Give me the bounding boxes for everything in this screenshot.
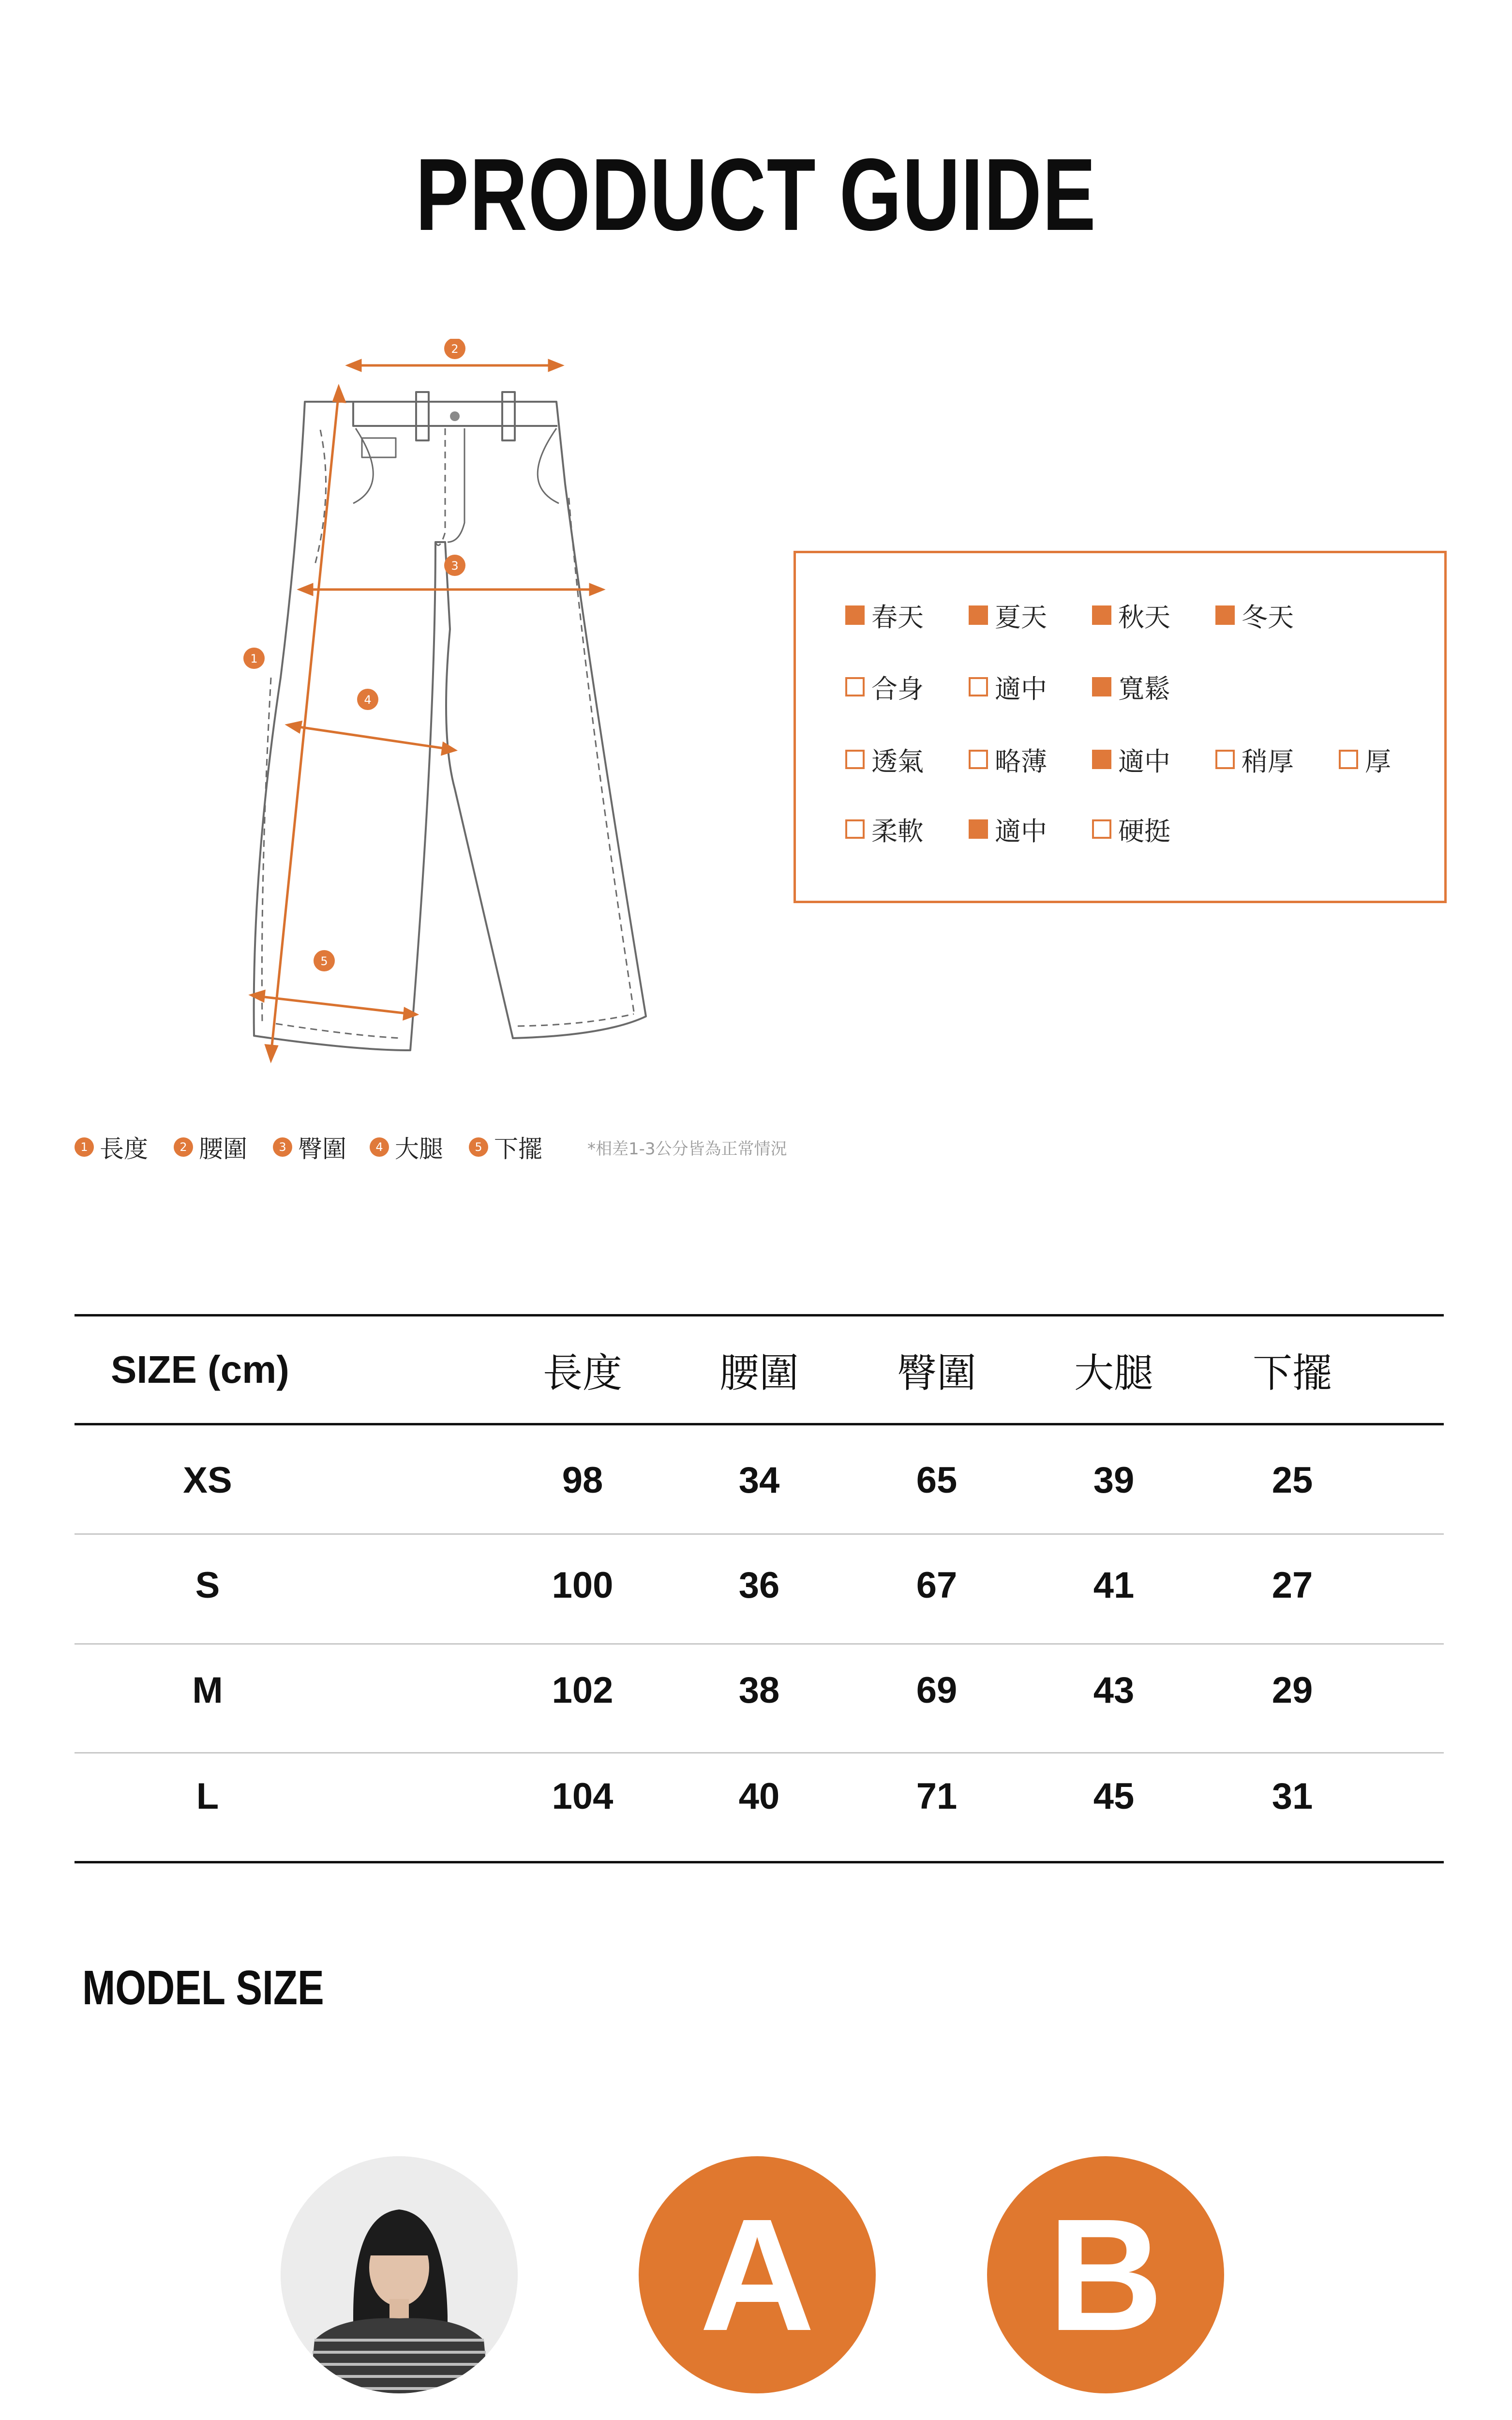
table-cell: 36 <box>738 1564 780 1606</box>
column-header: 下擺 <box>1252 1350 1332 1396</box>
table-cell: 34 <box>738 1459 780 1501</box>
model-photo-icon <box>281 2156 518 2393</box>
table-cell: 39 <box>1093 1459 1135 1501</box>
feature-label: 寬鬆 <box>1118 673 1170 704</box>
table-cell: 69 <box>916 1669 958 1711</box>
checkbox-icon <box>1092 750 1111 769</box>
table-cell: 102 <box>552 1669 614 1711</box>
checkbox-icon <box>1092 819 1111 839</box>
measurement-legend <box>75 1128 849 1166</box>
table-cell: 71 <box>916 1775 958 1817</box>
size-label: M <box>192 1669 223 1711</box>
table-cell: 100 <box>552 1564 614 1606</box>
legend-label: 腰圍 <box>199 1135 247 1163</box>
table-cell: 40 <box>738 1775 780 1817</box>
marker-3: 3 <box>451 559 459 573</box>
legend-label: 臀圍 <box>298 1135 346 1163</box>
table-cell: 65 <box>916 1459 958 1501</box>
feature-label: 略薄 <box>995 746 1047 777</box>
feature-item <box>845 667 924 706</box>
checkbox-icon <box>969 677 988 696</box>
number-badge-icon: 3 <box>273 1137 292 1157</box>
legend-label: 長度 <box>100 1135 148 1163</box>
table-cell: 43 <box>1093 1669 1135 1711</box>
table-cell: 25 <box>1272 1459 1313 1501</box>
size-header: SIZE (cm) <box>111 1348 289 1391</box>
tolerance-note: *相差1-3公分皆為正常情況 <box>587 1139 787 1159</box>
pants-diagram <box>208 339 668 1065</box>
checkbox-icon <box>1339 750 1358 769</box>
column-header: 長度 <box>542 1350 622 1396</box>
number-badge-icon: 2 <box>174 1137 193 1157</box>
number-badge-icon: 5 <box>469 1137 488 1157</box>
feature-item <box>969 596 1047 635</box>
table-rule <box>75 1861 1444 1863</box>
feature-label: 適中 <box>995 673 1047 704</box>
feature-item <box>1215 740 1294 779</box>
model-avatar <box>281 2156 518 2393</box>
checkbox-icon <box>1215 750 1235 769</box>
feature-item <box>1092 667 1170 706</box>
model-avatar <box>639 2156 876 2393</box>
legend-item <box>273 1128 346 1166</box>
feature-item <box>1092 740 1170 779</box>
model-avatar <box>987 2156 1224 2393</box>
checkbox-icon <box>969 819 988 839</box>
model-card <box>936 2156 1275 2420</box>
marker-5: 5 <box>320 954 328 968</box>
table-rule <box>75 1423 1444 1425</box>
marker-2: 2 <box>451 342 459 356</box>
table-cell: 45 <box>1093 1775 1135 1817</box>
legend-item <box>174 1128 247 1166</box>
diagram-markers <box>243 339 465 971</box>
size-table <box>75 1314 1444 1865</box>
marker-1: 1 <box>250 652 258 666</box>
feature-box <box>793 551 1447 903</box>
column-header: 臀圍 <box>897 1350 976 1396</box>
table-cell: 31 <box>1272 1775 1313 1817</box>
feature-label: 厚 <box>1365 746 1391 777</box>
page-title: PRODUCT GUIDE <box>415 137 1097 252</box>
table-cell: 29 <box>1272 1669 1313 1711</box>
table-cell: 38 <box>738 1669 780 1711</box>
feature-label: 秋天 <box>1118 602 1170 633</box>
column-header: 大腿 <box>1074 1350 1153 1396</box>
avatar-letter: A <box>699 2185 815 2364</box>
feature-item <box>845 810 924 848</box>
feature-item <box>1215 596 1294 635</box>
legend-label: 大腿 <box>395 1135 443 1163</box>
feature-label: 柔軟 <box>871 816 924 847</box>
model-size-heading: MODEL SIZE <box>82 1961 324 2015</box>
model-card <box>230 2156 569 2420</box>
feature-label: 透氣 <box>871 746 924 777</box>
feature-item <box>845 740 924 779</box>
feature-label: 適中 <box>1118 746 1170 777</box>
feature-item <box>1092 596 1170 635</box>
legend-item <box>370 1128 443 1166</box>
table-cell: 41 <box>1093 1564 1135 1606</box>
number-badge-icon: 4 <box>370 1137 389 1157</box>
table-cell: 27 <box>1272 1564 1313 1606</box>
feature-item <box>969 810 1047 848</box>
legend-item <box>469 1128 542 1166</box>
feature-label: 合身 <box>871 673 924 704</box>
legend-item <box>75 1128 148 1166</box>
feature-label: 春天 <box>871 602 924 633</box>
checkbox-icon <box>845 819 865 839</box>
feature-label: 適中 <box>995 816 1047 847</box>
legend-label: 下擺 <box>494 1135 542 1163</box>
feature-label: 冬天 <box>1242 602 1294 633</box>
feature-item <box>1092 810 1170 848</box>
feature-label: 夏天 <box>995 602 1047 633</box>
checkbox-icon <box>845 605 865 625</box>
feature-item <box>845 596 924 635</box>
feature-label: 稍厚 <box>1242 746 1294 777</box>
size-label: XS <box>183 1459 232 1501</box>
size-label: L <box>196 1775 219 1817</box>
checkbox-icon <box>1092 605 1111 625</box>
table-cell: 67 <box>916 1564 958 1606</box>
checkbox-icon <box>1215 605 1235 625</box>
pants-outline <box>254 402 646 1050</box>
checkbox-icon <box>845 677 865 696</box>
checkbox-icon <box>969 750 988 769</box>
size-label: S <box>195 1564 220 1606</box>
table-cell: 104 <box>552 1775 614 1817</box>
marker-4: 4 <box>364 693 372 707</box>
avatar-letter: B <box>1048 2185 1164 2364</box>
checkbox-icon <box>845 750 865 769</box>
feature-item <box>969 667 1047 706</box>
number-badge-icon: 1 <box>75 1137 94 1157</box>
model-card <box>588 2156 927 2420</box>
feature-item <box>969 740 1047 779</box>
checkbox-icon <box>969 605 988 625</box>
feature-item <box>1339 740 1391 779</box>
feature-label: 硬挺 <box>1118 816 1170 847</box>
table-cell: 98 <box>562 1459 603 1501</box>
checkbox-icon <box>1092 677 1111 696</box>
column-header: 腰圍 <box>719 1350 799 1396</box>
